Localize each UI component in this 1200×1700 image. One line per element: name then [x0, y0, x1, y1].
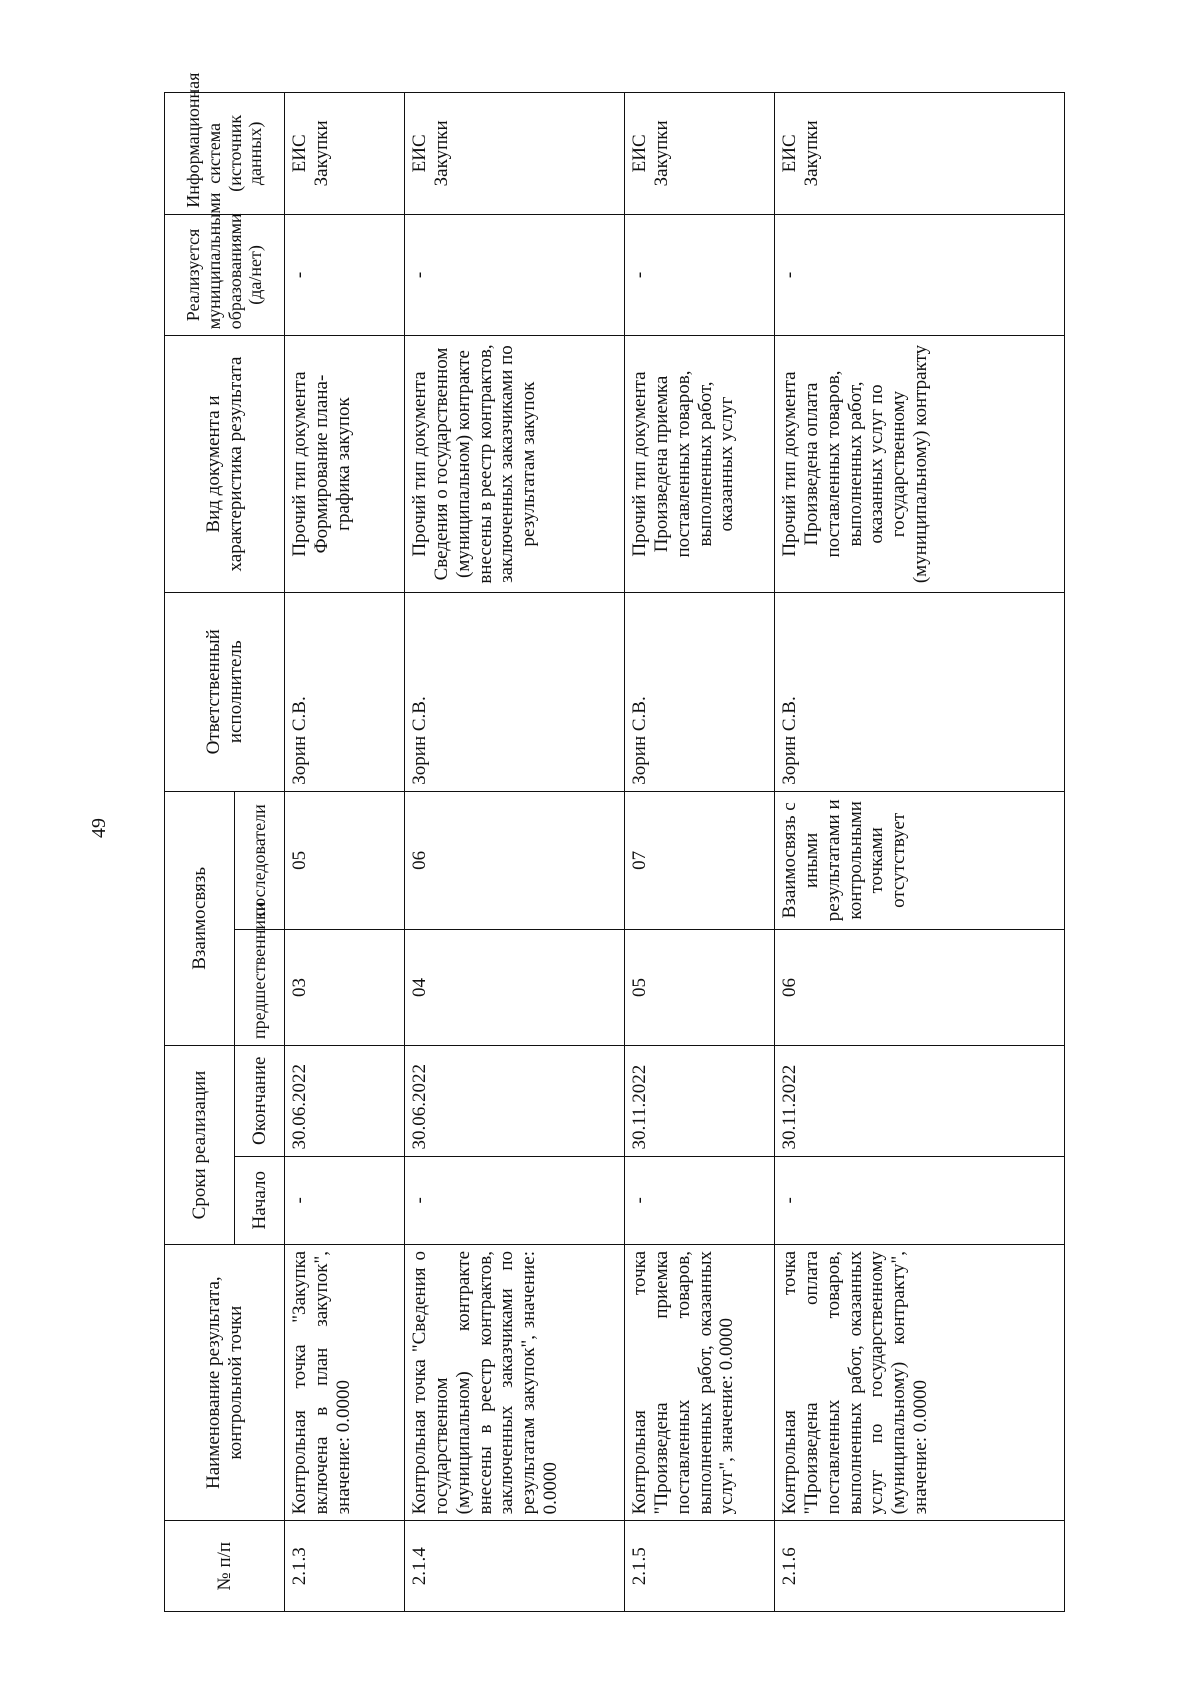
- header-name: Наименование результата, контрольной точки: [165, 1244, 285, 1520]
- header-end: Окончание: [235, 1046, 285, 1157]
- row-successors: 05: [285, 791, 405, 929]
- header-start: Начало: [235, 1156, 285, 1244]
- row-start: -: [775, 1156, 1065, 1244]
- page-number: 49: [88, 818, 110, 838]
- header-relation: Взаимосвязь: [165, 791, 235, 1045]
- row-end: 30.06.2022: [405, 1046, 625, 1157]
- row-doc: Прочий тип документа Произведена приемка поставленных товаров, выполненных работ, оказанных услуг: [625, 336, 775, 592]
- table-row: [775, 93, 1065, 1612]
- row-successors: Взаимосвязь с иными результатами и контрольными точками отсутствует: [775, 791, 1065, 929]
- row-municipal: -: [775, 214, 1065, 336]
- row-end: 30.06.2022: [285, 1046, 405, 1157]
- header-responsible: Ответственный исполнитель: [165, 592, 285, 791]
- row-info: ЕИС Закупки: [405, 93, 625, 215]
- row-predecessors: 05: [625, 929, 775, 1045]
- header-municipal: Реализуется муниципальными образованиями (да/нет): [165, 214, 285, 336]
- row-num: 2.1.4: [405, 1521, 625, 1612]
- row-predecessors: 06: [775, 929, 1065, 1045]
- row-municipal: -: [625, 214, 775, 336]
- row-info: ЕИС Закупки: [625, 93, 775, 215]
- row-info: ЕИС Закупки: [775, 93, 1065, 215]
- header-predecessors: предшественники: [235, 929, 285, 1045]
- row-name: Контрольная точка "Произведена оплата поставленных товаров, выполненных работ, оказанных услуг по государственному (муниципальному) контракту", значение: 0.0000: [775, 1244, 1065, 1520]
- row-predecessors: 04: [405, 929, 625, 1045]
- row-doc: Прочий тип документа Сведения о государственном (муниципальном) контракте внесены в реестр контрактов, заключенных заказчиками по результатам закупок: [405, 336, 625, 592]
- header-successors: последователи: [235, 791, 285, 929]
- row-responsible: Зорин С.В.: [405, 592, 625, 791]
- row-responsible: Зорин С.В.: [625, 592, 775, 791]
- row-start: -: [625, 1156, 775, 1244]
- header-info-system: Информационная система (источник данных): [165, 93, 285, 215]
- header-doc-type: Вид документа и характеристика результата: [165, 336, 285, 592]
- row-name: Контрольная точка "Произведена приемка поставленных товаров, выполненных работ, оказанных услуг", значение: 0.0000: [625, 1244, 775, 1520]
- row-predecessors: 03: [285, 929, 405, 1045]
- row-municipal: -: [405, 214, 625, 336]
- control-points-table: [164, 72, 1065, 1612]
- row-num: 2.1.3: [285, 1521, 405, 1612]
- header-terms: Сроки реализации: [165, 1046, 235, 1245]
- row-info: ЕИС Закупки: [285, 93, 405, 215]
- table-row: [405, 93, 625, 1612]
- row-num: 2.1.6: [775, 1521, 1065, 1612]
- row-num: 2.1.5: [625, 1521, 775, 1612]
- table-row: [625, 93, 775, 1612]
- row-doc: Прочий тип документа Формирование плана-графика закупок: [285, 336, 405, 592]
- row-name: Контрольная точка "Сведения о государственном (муниципальном) контракте внесены в реестр контрактов, заключенных заказчиками по результатам закупок", значение: 0.0000: [405, 1244, 625, 1520]
- row-successors: 07: [625, 791, 775, 929]
- row-start: -: [285, 1156, 405, 1244]
- header-num: № п/п: [165, 1521, 285, 1612]
- table-row: [285, 93, 405, 1612]
- row-responsible: Зорин С.В.: [775, 592, 1065, 791]
- row-end: 30.11.2022: [775, 1046, 1065, 1157]
- row-start: -: [405, 1156, 625, 1244]
- row-doc: Прочий тип документа Произведена оплата поставленных товаров, выполненных работ, оказанных услуг по государственному (муниципальному) контракту: [775, 336, 1065, 592]
- row-end: 30.11.2022: [625, 1046, 775, 1157]
- row-municipal: -: [285, 214, 405, 336]
- rotated-page: [164, 72, 1064, 1612]
- row-name: Контрольная точка "Закупка включена в план закупок", значение: 0.0000: [285, 1244, 405, 1520]
- row-successors: 06: [405, 791, 625, 929]
- row-responsible: Зорин С.В.: [285, 592, 405, 791]
